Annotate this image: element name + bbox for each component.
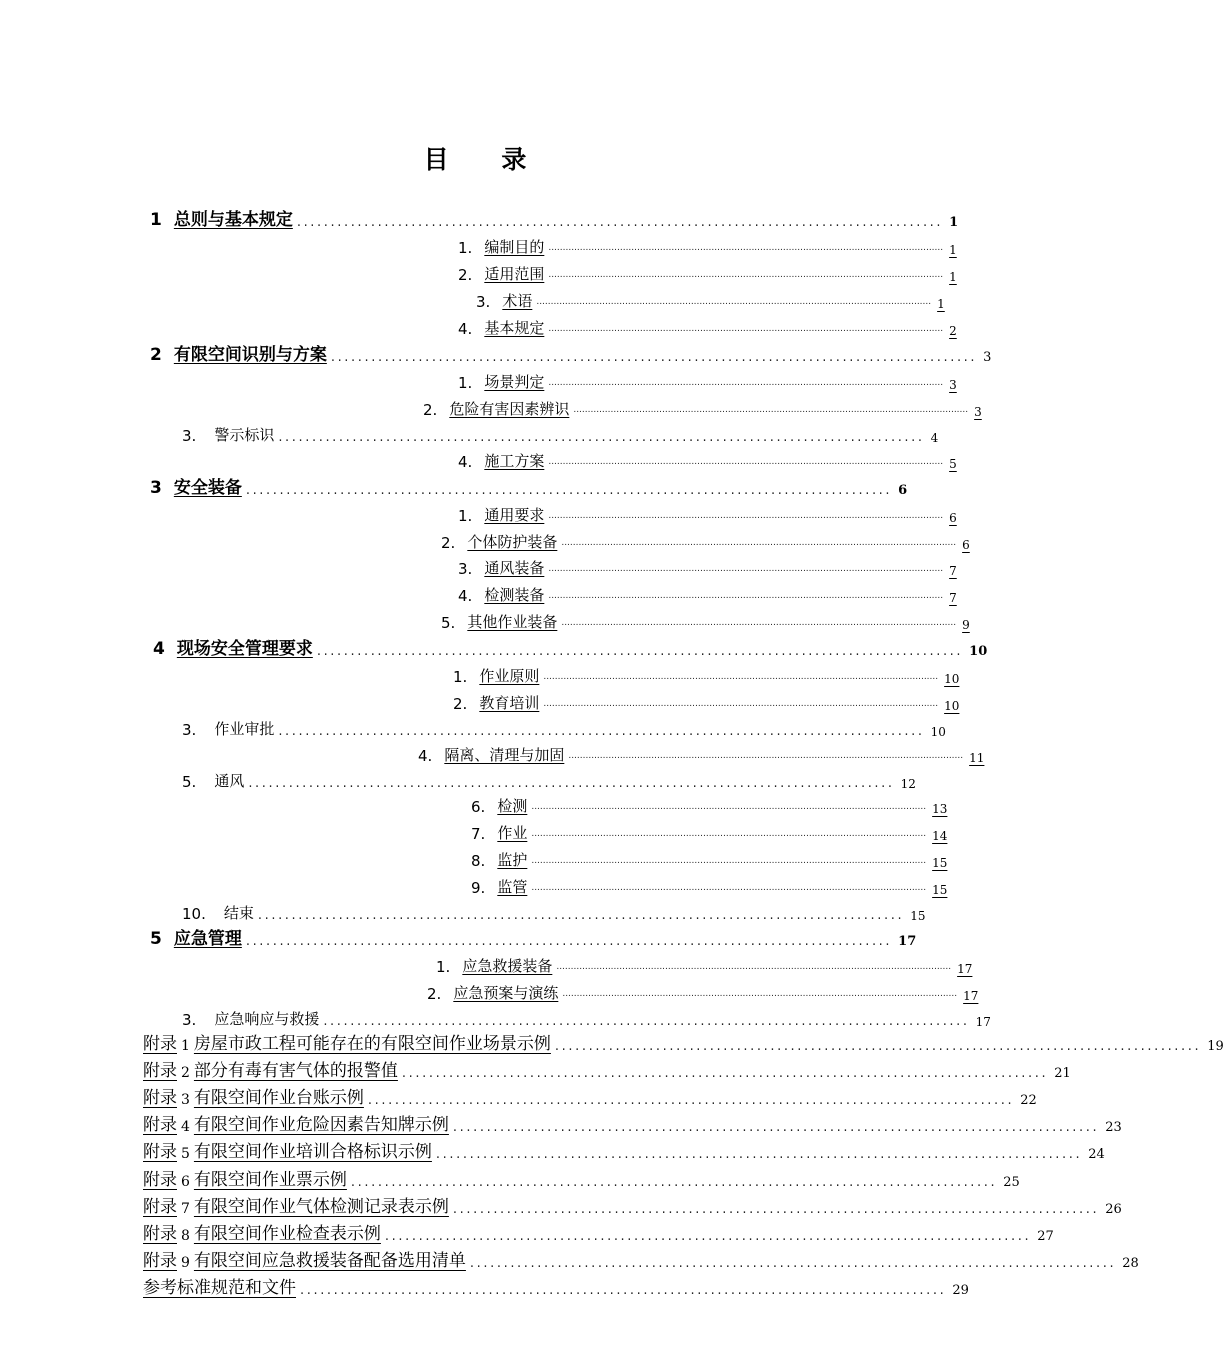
- entry-number: 2.: [423, 401, 438, 419]
- appendix-page: 23: [1105, 1120, 1122, 1135]
- entry-number: 7.: [471, 825, 486, 843]
- entry-number: 1.: [458, 239, 473, 257]
- entry-page: 10: [930, 725, 946, 739]
- appendix-entry[interactable]: [143, 1168, 1020, 1190]
- entry-page: 3: [983, 350, 992, 365]
- entry-page: 10: [944, 672, 960, 686]
- entry-page: 7: [949, 591, 957, 605]
- leader-dots: ..........................................................................................................................................: [556, 962, 952, 972]
- toc-entry[interactable]: [150, 476, 908, 498]
- leader-dots: ..........................................................................................................................................: [562, 989, 958, 999]
- appendix-number: 4: [181, 1119, 190, 1135]
- leader-dots: ................................................................................................: [278, 430, 925, 445]
- entry-label: 施工方案: [484, 452, 545, 470]
- entry-number: 1.: [458, 507, 473, 525]
- leader-dots: ................................................................................................: [323, 1014, 970, 1029]
- leader-dots: ..........................................................................................................................................: [531, 829, 927, 839]
- toc-entry[interactable]: [182, 1007, 991, 1029]
- appendix-number: 6: [181, 1174, 190, 1190]
- leader-dots: ..........................................................................................................................................: [531, 856, 927, 866]
- entry-page: 10: [944, 699, 960, 713]
- toc-entry[interactable]: [150, 927, 917, 949]
- appendix-entry[interactable]: [143, 1140, 1105, 1162]
- toc-title: 目 录: [423, 145, 549, 174]
- toc-entry[interactable]: [458, 583, 957, 605]
- leader-dots: ................................................................................................: [278, 724, 925, 739]
- appendix-number: 3: [181, 1092, 190, 1108]
- appendix-page: 27: [1037, 1229, 1054, 1244]
- toc-entry[interactable]: [153, 637, 988, 659]
- toc-entry[interactable]: [418, 743, 985, 765]
- entry-label: 作业原则: [479, 667, 540, 685]
- leader-dots: ................................................................................................: [384, 1229, 1032, 1244]
- entry-label: 编制目的: [484, 238, 545, 256]
- toc-entry[interactable]: [458, 449, 957, 471]
- entry-number: 2.: [427, 985, 442, 1003]
- entry-number: 5: [150, 929, 162, 949]
- appendix-label: 有限空间作业危险因素告知牌示例: [193, 1115, 449, 1135]
- toc-entry[interactable]: [436, 954, 973, 976]
- toc-entry[interactable]: [150, 343, 992, 365]
- leader-dots: ................................................................................................: [554, 1039, 1202, 1054]
- leader-dots: ................................................................................................: [245, 483, 893, 498]
- entry-label: 应急救援装备: [462, 957, 553, 975]
- toc-entry[interactable]: [458, 503, 957, 525]
- appendix-entry[interactable]: [143, 1195, 1122, 1217]
- entry-number: 3.: [458, 560, 473, 578]
- entry-label: 监护: [497, 851, 528, 869]
- entry-number: 4: [153, 639, 165, 659]
- appendix-entry[interactable]: [143, 1086, 1037, 1108]
- entry-label: 术语: [502, 292, 533, 310]
- appendix-entry[interactable]: [143, 1113, 1122, 1135]
- leader-dots: ..........................................................................................................................................: [561, 538, 957, 548]
- appendix-label: 有限空间作业气体检测记录表示例: [193, 1197, 449, 1217]
- appendix-label: 部分有毒有害气体的报警值: [193, 1061, 398, 1081]
- entry-page: 1: [949, 215, 959, 230]
- leader-dots: ................................................................................................: [316, 644, 964, 659]
- appendix-number: 9: [181, 1255, 190, 1271]
- entry-label: 适用范围: [484, 265, 545, 283]
- toc-entry[interactable]: [458, 556, 957, 578]
- entry-label: 作业: [497, 824, 528, 842]
- toc-entry[interactable]: [441, 610, 970, 632]
- toc-entry[interactable]: [182, 717, 946, 739]
- appendix-label: 有限空间作业培训合格标识示例: [193, 1142, 432, 1162]
- appendix-label: 有限空间作业票示例: [193, 1170, 347, 1190]
- entry-label: 个体防护装备: [467, 533, 558, 551]
- entry-label: 结束: [223, 904, 254, 922]
- leader-dots: ..........................................................................................................................................: [548, 457, 944, 467]
- entry-number: 4.: [418, 747, 433, 765]
- entry-number: 3: [150, 478, 162, 498]
- appendix-prefix: 附录: [143, 1088, 177, 1108]
- appendix-entry[interactable]: [143, 1249, 1139, 1271]
- appendix-page: 28: [1122, 1256, 1139, 1271]
- entry-label: 场景判定: [484, 373, 545, 391]
- entry-number: 2: [150, 345, 162, 365]
- entry-page: 17: [975, 1015, 991, 1029]
- entry-number: 2.: [441, 534, 456, 552]
- leader-dots: ..........................................................................................................................................: [536, 297, 932, 307]
- entry-number: 1.: [453, 668, 468, 686]
- toc-entry[interactable]: [458, 262, 957, 284]
- entry-number: 2.: [458, 266, 473, 284]
- toc-entry[interactable]: [471, 848, 948, 870]
- entry-label: 通用要求: [484, 506, 545, 524]
- leader-dots: ................................................................................................: [296, 215, 944, 230]
- appendix-page: 19: [1207, 1039, 1224, 1054]
- entry-label: 隔离、清理与加固: [444, 746, 565, 764]
- entry-label: 现场安全管理要求: [176, 639, 313, 659]
- entry-number: 5.: [182, 773, 197, 791]
- appendix-prefix: 附录: [143, 1115, 177, 1135]
- reference-label: 参考标准规范和文件: [143, 1278, 296, 1298]
- entry-number: 1.: [458, 374, 473, 392]
- entry-page: 2: [949, 324, 957, 338]
- appendix-number: 7: [181, 1201, 190, 1217]
- toc-entry[interactable]: [441, 530, 970, 552]
- toc-entry[interactable]: [182, 423, 939, 445]
- leader-dots: ..........................................................................................................................................: [531, 802, 927, 812]
- appendix-page: 21: [1054, 1066, 1071, 1081]
- entry-number: 8.: [471, 852, 486, 870]
- entry-page: 17: [957, 962, 973, 976]
- toc-entry[interactable]: [458, 370, 957, 392]
- entry-number: 3.: [182, 1011, 197, 1029]
- entry-number: 4.: [458, 320, 473, 338]
- leader-dots: ..........................................................................................................................................: [548, 378, 944, 388]
- appendix-number: 2: [181, 1065, 190, 1081]
- toc-entry[interactable]: [471, 875, 948, 897]
- entry-number: 9.: [471, 879, 486, 897]
- appendix-label: 有限空间作业检查表示例: [193, 1224, 381, 1244]
- entry-number: 4.: [458, 587, 473, 605]
- leader-dots: ................................................................................................: [452, 1120, 1100, 1135]
- appendix-label: 房屋市政工程可能存在的有限空间作业场景示例: [193, 1034, 551, 1054]
- toc-entry[interactable]: [182, 901, 926, 923]
- appendix-label: 有限空间作业台账示例: [193, 1088, 364, 1108]
- entry-page: 10: [969, 644, 988, 659]
- entry-label: 通风: [214, 772, 245, 790]
- entry-page: 1: [937, 297, 945, 311]
- entry-label: 检测: [497, 797, 528, 815]
- toc-entry[interactable]: [453, 691, 960, 713]
- toc-entry[interactable]: [458, 235, 957, 257]
- entry-page: 17: [898, 934, 917, 949]
- leader-dots: ................................................................................................: [435, 1147, 1083, 1162]
- entry-label: 应急预案与演练: [453, 984, 559, 1002]
- entry-number: 10.: [182, 905, 206, 923]
- leader-dots: ................................................................................................: [330, 350, 978, 365]
- toc-entry[interactable]: [150, 208, 959, 230]
- leader-dots: ..........................................................................................................................................: [531, 883, 927, 893]
- leader-dots: ................................................................................................: [248, 776, 895, 791]
- entry-page: 3: [974, 405, 982, 419]
- entry-page: 1: [949, 270, 957, 284]
- appendix-number: 1: [181, 1038, 190, 1054]
- toc-entry[interactable]: [458, 316, 957, 338]
- entry-page: 15: [932, 856, 948, 870]
- leader-dots: ................................................................................................: [300, 1283, 947, 1298]
- toc-entry[interactable]: [471, 794, 948, 816]
- appendix-page: 25: [1003, 1175, 1020, 1190]
- entry-label: 应急响应与救援: [214, 1010, 320, 1028]
- leader-dots: ..........................................................................................................................................: [548, 564, 944, 574]
- entry-number: 5.: [441, 614, 456, 632]
- entry-number: 1: [150, 210, 162, 230]
- entry-page: 3: [949, 378, 957, 392]
- toc-entry[interactable]: [471, 821, 948, 843]
- entry-number: 6.: [471, 798, 486, 816]
- entry-page: 15: [932, 883, 948, 897]
- appendix-entry[interactable]: [143, 1222, 1054, 1244]
- entry-label: 监管: [497, 878, 528, 896]
- entry-number: 3.: [476, 293, 491, 311]
- appendix-page: 22: [1020, 1093, 1037, 1108]
- leader-dots: ................................................................................................: [245, 934, 893, 949]
- leader-dots: ..........................................................................................................................................: [543, 699, 939, 709]
- appendix-prefix: 附录: [143, 1034, 177, 1054]
- entry-page: 4: [930, 431, 939, 445]
- leader-dots: ..........................................................................................................................................: [548, 270, 944, 280]
- toc-entry[interactable]: [476, 289, 945, 311]
- leader-dots: ..........................................................................................................................................: [548, 511, 944, 521]
- appendix-entry[interactable]: [143, 1032, 1224, 1054]
- entry-label: 基本规定: [484, 319, 545, 337]
- toc-entry[interactable]: [182, 769, 916, 791]
- leader-dots: ..........................................................................................................................................: [568, 751, 964, 761]
- leader-dots: ................................................................................................: [350, 1175, 998, 1190]
- toc-entry[interactable]: [453, 664, 960, 686]
- leader-dots: ..........................................................................................................................................: [561, 618, 957, 628]
- appendix-page: 24: [1088, 1147, 1105, 1162]
- entry-label: 教育培训: [479, 694, 540, 712]
- entry-page: 14: [932, 829, 948, 843]
- entry-label: 有限空间识别与方案: [173, 345, 327, 365]
- toc-entry[interactable]: [423, 397, 982, 419]
- leader-dots: ..........................................................................................................................................: [548, 243, 944, 253]
- entry-label: 危险有害因素辨识: [449, 400, 570, 418]
- appendix-prefix: 附录: [143, 1061, 177, 1081]
- entry-number: 3.: [182, 721, 197, 739]
- appendix-label: 有限空间应急救援装备配备选用清单: [193, 1251, 466, 1271]
- appendix-prefix: 附录: [143, 1142, 177, 1162]
- entry-number: 2.: [453, 695, 468, 713]
- appendix-prefix: 附录: [143, 1224, 177, 1244]
- entry-label: 其他作业装备: [467, 613, 558, 631]
- entry-page: 6: [898, 483, 908, 498]
- entry-page: 7: [949, 564, 957, 578]
- entry-page: 11: [969, 751, 985, 765]
- reference-page: 29: [952, 1283, 969, 1298]
- entry-page: 13: [932, 802, 948, 816]
- appendix-page: 26: [1105, 1202, 1122, 1217]
- entry-page: 17: [963, 989, 979, 1003]
- appendix-number: 8: [181, 1228, 190, 1244]
- entry-page: 5: [949, 457, 957, 471]
- entry-label: 安全装备: [173, 478, 242, 498]
- entry-number: 1.: [436, 958, 451, 976]
- entry-page: 6: [962, 538, 970, 552]
- entry-label: 作业审批: [214, 720, 275, 738]
- appendix-number: 5: [181, 1146, 190, 1162]
- appendix-entry[interactable]: [143, 1059, 1071, 1081]
- entry-number: 4.: [458, 453, 473, 471]
- leader-dots: ................................................................................................: [401, 1066, 1049, 1081]
- entry-page: 12: [900, 777, 916, 791]
- leader-dots: ................................................................................................: [257, 908, 905, 923]
- leader-dots: ................................................................................................: [469, 1256, 1117, 1271]
- entry-label: 应急管理: [173, 929, 242, 949]
- entry-label: 通风装备: [484, 559, 545, 577]
- leader-dots: ..........................................................................................................................................: [548, 591, 944, 601]
- entry-label: 检测装备: [484, 586, 545, 604]
- entry-page: 9: [962, 618, 970, 632]
- entry-label: 总则与基本规定: [173, 210, 293, 230]
- reference-entry[interactable]: [143, 1276, 969, 1298]
- appendix-prefix: 附录: [143, 1251, 177, 1271]
- leader-dots: ................................................................................................: [452, 1202, 1100, 1217]
- leader-dots: ..........................................................................................................................................: [573, 405, 969, 415]
- leader-dots: ..........................................................................................................................................: [543, 672, 939, 682]
- entry-page: 1: [949, 243, 957, 257]
- leader-dots: ................................................................................................: [367, 1093, 1015, 1108]
- toc-entry[interactable]: [427, 981, 979, 1003]
- appendix-prefix: 附录: [143, 1197, 177, 1217]
- entry-page: 6: [949, 511, 957, 525]
- entry-label: 警示标识: [214, 426, 275, 444]
- appendix-prefix: 附录: [143, 1170, 177, 1190]
- entry-number: 3.: [182, 427, 197, 445]
- leader-dots: ..........................................................................................................................................: [548, 324, 944, 334]
- entry-page: 15: [910, 909, 926, 923]
